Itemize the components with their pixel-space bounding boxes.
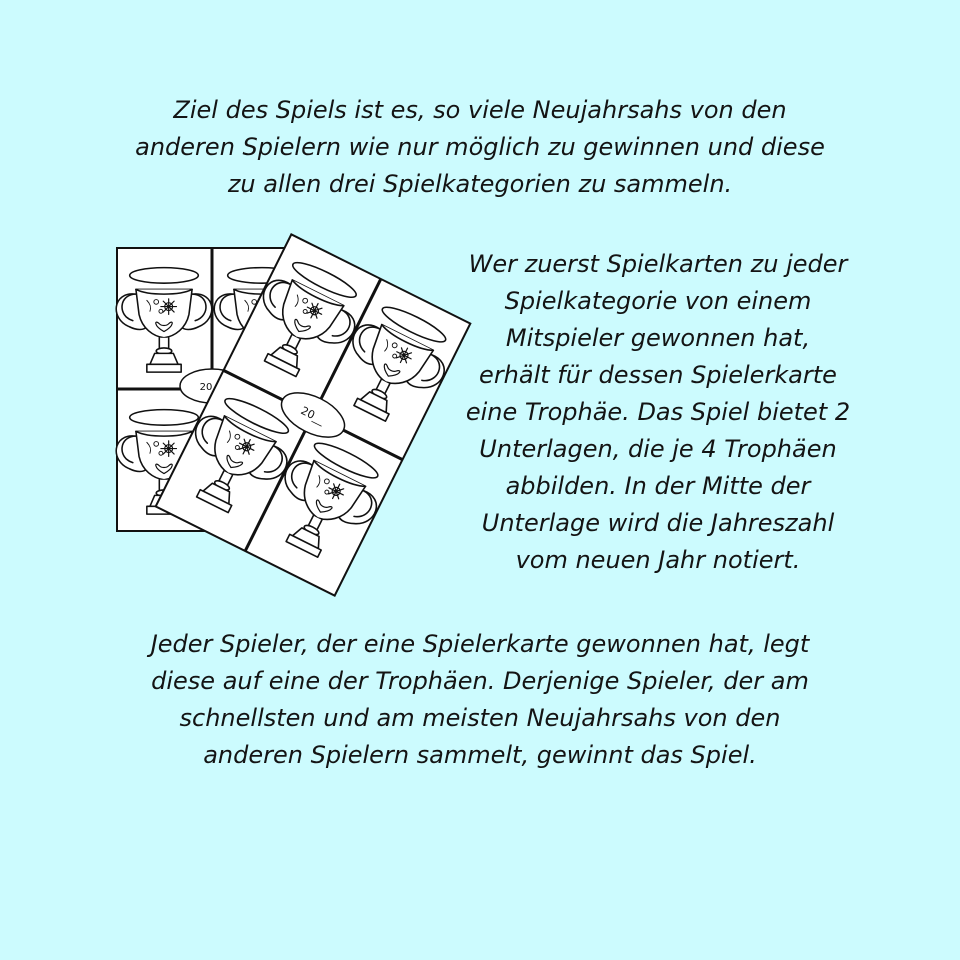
intro-line: zu allen drei Spielkategorien zu sammeln. xyxy=(227,170,733,198)
outro-line: diese auf eine der Trophäen. Derjenige Spieler, der am xyxy=(151,667,809,695)
back-year-label: 20 xyxy=(199,382,213,393)
rules-line: Unterlagen, die je 4 Trophäen xyxy=(479,435,837,463)
front-year-label: 20__ xyxy=(298,404,327,427)
rules-line: erhält für dessen Spielerkarte xyxy=(479,361,837,389)
rules-line: vom neuen Jahr notiert. xyxy=(515,546,801,574)
intro-line: Ziel des Spiels ist es, so viele Neujahrsahs von den xyxy=(173,96,787,124)
rules-line: eine Trophäe. Das Spiel bietet 2 xyxy=(465,398,851,426)
rules-line: Mitspieler gewonnen hat, xyxy=(505,324,811,352)
rules-line: Unterlage wird die Jahreszahl xyxy=(481,509,835,537)
rules-line: Spielkategorie von einem xyxy=(504,287,812,315)
rules-line: Wer zuerst Spielkarten zu jeder xyxy=(468,250,848,278)
outro-line: schnellsten und am meisten Neujahrsahs von den xyxy=(179,704,781,732)
outro-line: Jeder Spieler, der eine Spielerkarte gewonnen hat, legt xyxy=(150,630,810,658)
rules-line: abbilden. In der Mitte der xyxy=(505,472,811,500)
intro-line: anderen Spielern wie nur möglich zu gewinnen und diese xyxy=(135,133,825,161)
outro-line: anderen Spielern sammelt, gewinnt das Spiel. xyxy=(203,741,757,769)
